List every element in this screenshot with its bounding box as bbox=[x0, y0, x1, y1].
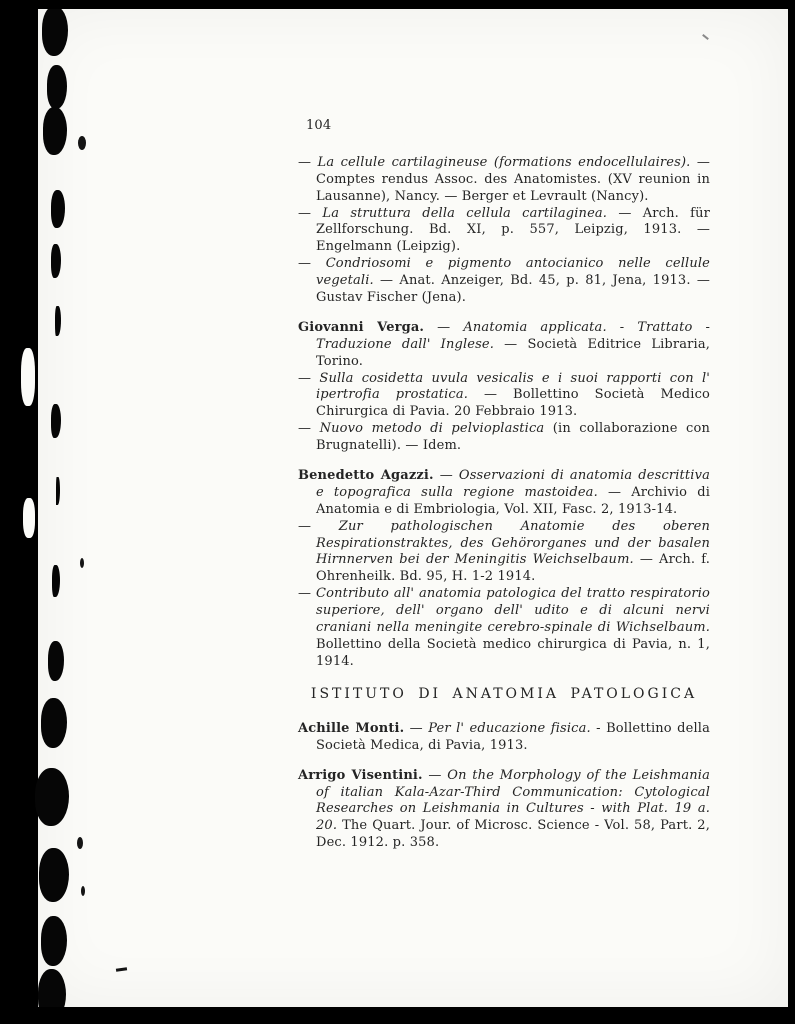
author-name: Achille Monti. bbox=[298, 720, 405, 736]
entry-text: — bbox=[298, 154, 318, 170]
work-title: Condriosomi e pigmento antocianico nelle cellule vegetali. bbox=[316, 256, 710, 289]
binding-band-artifact bbox=[0, 0, 34, 1024]
page-number: 104 bbox=[306, 118, 332, 133]
bibliography-entry bbox=[298, 519, 710, 587]
bibliography-entry bbox=[298, 256, 710, 307]
bibliography-entry bbox=[298, 586, 710, 670]
entry-text: — Arch. für Zellforschung. Bd. XI, p. 557, Leipzig, 1913. — Engelmann (Leipzig). bbox=[316, 205, 710, 255]
bibliography-entry bbox=[298, 371, 710, 422]
work-title: Anatomia applicata. - Trattato - Traduzione dall' Inglese. bbox=[316, 319, 711, 352]
entry-group bbox=[298, 468, 710, 671]
entry-group bbox=[298, 320, 710, 455]
entry-text: — Comptes rendus Assoc. des Anatomistes. (XV reunion in Lausanne), Nancy. — Berger et Levrault (Nancy). bbox=[316, 154, 710, 204]
work-title: On the Morphology of the Leishmania of italian Kala-Azar-Third Communication: Cytological Researches on Leishmania in Cultures - with Plat. 19 a. 20. bbox=[316, 767, 710, 834]
entry-text: — bbox=[298, 370, 320, 386]
entry-group bbox=[298, 155, 710, 307]
entry-text: — bbox=[298, 518, 339, 534]
scan-edge-right bbox=[788, 0, 795, 1024]
entry-text: — bbox=[298, 256, 326, 272]
entry-text: — bbox=[404, 720, 429, 736]
entry-group bbox=[298, 768, 710, 852]
entry-text: — Arch. f. Ohrenheilk. Bd. 95, H. 1-2 1914. bbox=[316, 552, 710, 585]
entry-text: — Archivio di Anatomia e di Embriologia, Vol. XII, Fasc. 2, 1913-14. bbox=[316, 484, 711, 517]
work-title: La struttura della cellula cartilaginea. bbox=[322, 205, 608, 221]
scan-artifact bbox=[21, 348, 35, 406]
bibliography-entry bbox=[298, 206, 710, 257]
work-title: La cellule cartilagineuse (formations endocellulaires). bbox=[317, 154, 691, 170]
entry-text: — bbox=[422, 767, 448, 783]
work-title: Osservazioni di anatomia descrittiva e topografica sulla regione mastoidea. bbox=[316, 468, 710, 500]
section-heading: ISTITUTO DI ANATOMIA PATOLOGICA bbox=[310, 685, 698, 702]
bibliography-entry bbox=[298, 421, 710, 455]
entry-text: — Anat. Anzeiger, Bd. 45, p. 81, Jena, 1913. — Gustav Fischer (Jena). bbox=[316, 273, 710, 306]
entry-text: — bbox=[298, 421, 320, 437]
entry-text: The Quart. Jour. of Microsc. Science - Vol. 58, Part. 2, Dec. 1912. p. 358. bbox=[316, 818, 710, 851]
work-title: Zur pathologischen Anatomie des oberen Respirationstraktes, des Gehörorganes und der basalen Hirnnerven bei der Meningitis Weichselbaum. bbox=[316, 518, 710, 568]
work-title: Sulla cosidetta uvula vesicalis e i suoi rapporti con l' ipertrofia prostatica. bbox=[316, 370, 711, 403]
scanned-page bbox=[38, 9, 788, 1007]
entry-text: — bbox=[433, 468, 459, 484]
bibliography bbox=[298, 155, 710, 852]
entry-text: — Bollettino Società Medico Chirurgica di Pavia. 20 Febbraio 1913. bbox=[316, 387, 710, 420]
bibliography-entry bbox=[298, 155, 710, 206]
author-name: Benedetto Agazzi. bbox=[298, 468, 434, 484]
bibliography-entry bbox=[298, 768, 710, 852]
entry-text: — bbox=[298, 205, 323, 221]
entry-text: - Bollettino della Società Medica, di Pavia, 1913. bbox=[316, 720, 711, 753]
work-title: Per l' educazione fisica. bbox=[428, 720, 591, 736]
entry-text: (in collaborazione con Brugnatelli). — Idem. bbox=[316, 421, 710, 454]
bibliography-entry bbox=[298, 320, 710, 371]
entry-text: — bbox=[298, 586, 317, 602]
entry-text: Bollettino della Società medico chirurgica di Pavia, n. 1, 1914. bbox=[316, 636, 710, 669]
entry-group bbox=[298, 721, 710, 755]
author-name: Giovanni Verga. bbox=[298, 319, 425, 335]
work-title: Nuovo metodo di pelvioplastica bbox=[319, 421, 545, 437]
scan-edge-top bbox=[0, 0, 795, 9]
entry-text: — bbox=[424, 319, 464, 335]
entry-text: — Società Editrice Libraria, Torino. bbox=[316, 336, 710, 369]
work-title: Contributo all' anatomia patologica del tratto respiratorio superiore, dell' organo dell' udito e di alcuni nervi craniani nella meningite cerebro-spinale di Wichselbaum. bbox=[316, 586, 710, 636]
scan-artifact-specks bbox=[78, 136, 86, 150]
author-name: Arrigo Visentini. bbox=[298, 767, 423, 783]
bibliography-entry bbox=[298, 721, 710, 755]
scan-edge-bottom bbox=[0, 1007, 795, 1024]
scan-artifact bbox=[23, 498, 35, 538]
bibliography-entry bbox=[298, 468, 710, 519]
text-column bbox=[298, 118, 710, 865]
